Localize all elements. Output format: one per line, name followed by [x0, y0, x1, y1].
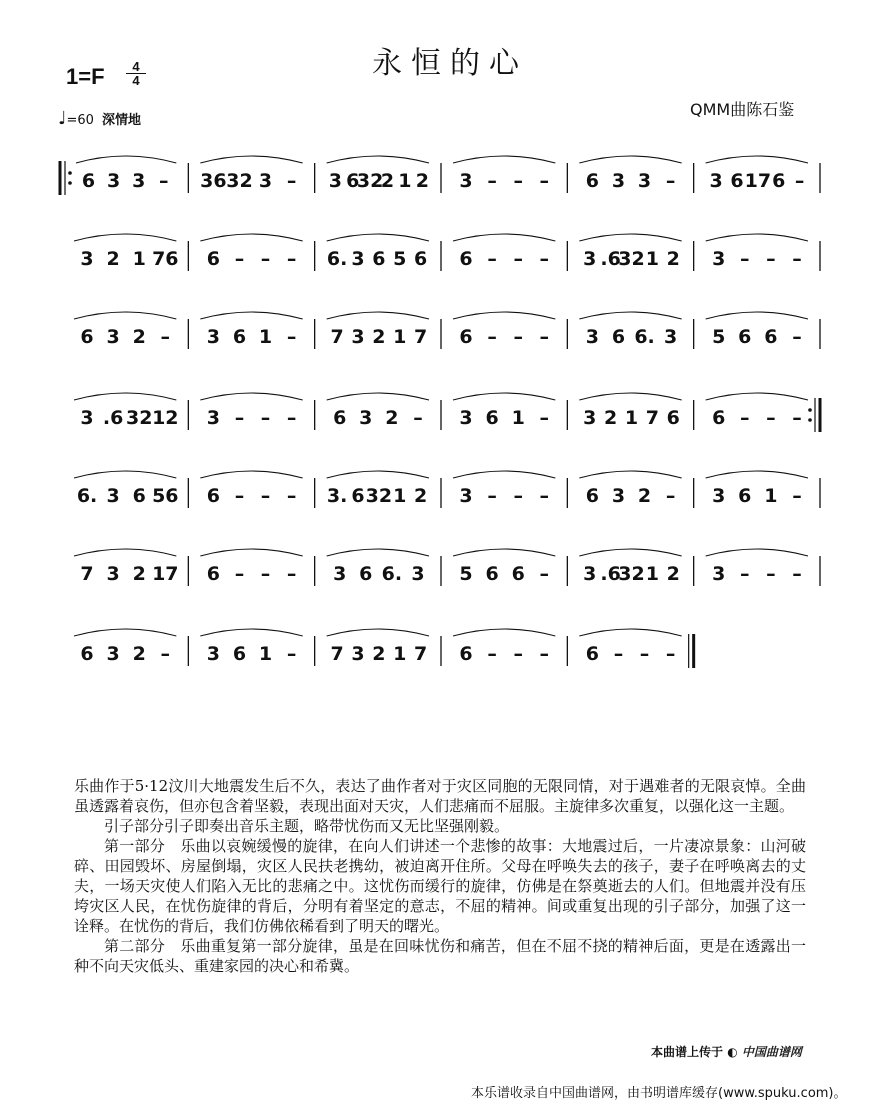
score-note: – — [286, 643, 297, 665]
score-note: – — [160, 643, 171, 665]
score-note: – — [766, 563, 776, 585]
score-note: 6 — [511, 563, 525, 585]
score-note: 6 — [372, 248, 386, 270]
slur-arc — [579, 629, 681, 636]
score-note: 6. — [381, 563, 403, 585]
score-note: – — [539, 248, 550, 270]
score-note: 3 — [709, 170, 723, 192]
score-note: – — [260, 563, 271, 585]
score-note: – — [539, 326, 550, 348]
score-note: 3 — [106, 643, 120, 665]
slur-arc — [706, 312, 808, 319]
composer-credit: QMM曲陈石鉴 — [690, 100, 795, 119]
score-note: 2 — [132, 326, 146, 348]
score-note: 3 — [106, 563, 120, 585]
score-note: 1 — [258, 326, 273, 348]
score-note: 1 — [511, 407, 525, 429]
score-note: 32 — [618, 248, 645, 270]
score-note: 3 — [611, 485, 626, 507]
time-signature-top: 4 — [132, 59, 140, 74]
score-note: – — [487, 170, 497, 192]
score-note: .6 — [102, 407, 124, 429]
score-note: 7 — [413, 643, 428, 665]
slur-arc — [74, 393, 176, 400]
score-note: 2 — [106, 248, 120, 270]
score-note: 3 — [712, 485, 726, 507]
score-note: 6 — [359, 563, 373, 585]
score-note: – — [286, 326, 297, 348]
score-note: – — [513, 170, 523, 192]
score-note: 6 — [206, 248, 220, 270]
score-note: 6 — [351, 485, 365, 507]
score-note: 7 — [330, 643, 344, 665]
score-note: – — [286, 170, 297, 192]
score-note: 1 — [645, 563, 659, 585]
expression-mark: 深情地 — [101, 113, 141, 128]
description-paragraph: 第二部分 乐曲重复第一部分旋律，虽是在回味忧伤和痛苦，但在不屈不挠的精神后面，更是在透露出一种不向天灾低头、重建家园的决心和希冀。 — [74, 937, 806, 975]
score-note: 7 — [413, 326, 428, 348]
score-note: 17 — [744, 170, 772, 192]
repeat-dot — [68, 181, 72, 185]
upload-site: 中国曲谱网 — [741, 1045, 802, 1059]
score-note: – — [766, 248, 776, 270]
score-note: 1 — [393, 326, 407, 348]
score-note: 32 — [226, 170, 253, 192]
score-note: – — [234, 407, 245, 429]
score-note: 6 — [730, 170, 744, 192]
slur-arc — [200, 234, 302, 241]
score-note: 2 — [385, 407, 399, 429]
score-note: 6 — [764, 326, 778, 348]
slur-arc — [706, 471, 808, 478]
slur-arc — [453, 156, 555, 163]
score-note: 3 — [585, 326, 599, 348]
score-note: 2 — [380, 170, 395, 192]
score-note: 3 — [258, 170, 273, 192]
score-note: – — [792, 485, 802, 507]
score-note: 76 — [152, 248, 179, 270]
score-note: 36 — [200, 170, 227, 192]
score-note: 3 — [637, 170, 652, 192]
score-note: – — [286, 485, 297, 507]
site-logo-icon: ◐ — [727, 1045, 738, 1059]
score-note: 3 — [459, 407, 473, 429]
slur-arc — [200, 156, 302, 163]
score-note: 6 — [611, 326, 626, 348]
slur-arc — [453, 471, 555, 478]
score-note: 1 — [393, 485, 407, 507]
slur-arc — [200, 629, 302, 636]
source-note: 本乐谱收录自中国曲谱网，由书明谱库缓存(www.spuku.com)。 — [471, 1086, 847, 1101]
quarter-note-icon: ♩ — [58, 108, 67, 129]
slur-arc — [453, 312, 555, 319]
score-note: – — [740, 407, 750, 429]
score-note: 1 — [398, 170, 412, 192]
slur-arc — [76, 156, 176, 163]
slur-arc — [453, 234, 555, 241]
score-note: 3 — [106, 485, 120, 507]
score-note: 6 — [459, 248, 473, 270]
score-note: 17 — [152, 563, 179, 585]
score-note: – — [286, 248, 297, 270]
score-note: 32 — [125, 407, 153, 429]
score-note: 3 — [80, 248, 94, 270]
score-note: 6 — [485, 407, 499, 429]
score-note: 32 — [356, 170, 384, 192]
score-note: 5 — [712, 326, 726, 348]
score-note: 3 — [351, 326, 365, 348]
score-note: 6 — [81, 170, 96, 192]
slur-arc — [200, 471, 302, 478]
slur-arc — [706, 234, 808, 241]
score-note: 6. — [326, 248, 348, 270]
key-signature: 1=F — [66, 64, 105, 89]
score-note: – — [539, 407, 550, 429]
slur-arc — [706, 156, 808, 163]
score-note: 1 — [645, 248, 659, 270]
score-note: 6 — [333, 407, 347, 429]
score-note: 3 — [351, 248, 365, 270]
score-note: 2 — [604, 407, 618, 429]
score-note: 6. — [76, 485, 98, 507]
score-note: .6 — [600, 248, 621, 270]
score-note: 3 — [611, 170, 626, 192]
slur-arc — [327, 234, 429, 241]
slur-arc — [579, 156, 681, 163]
slur-arc — [327, 393, 429, 400]
slur-arc — [579, 393, 681, 400]
score-note: – — [792, 248, 802, 270]
score-note: – — [487, 248, 497, 270]
tempo-value: =60 — [66, 113, 94, 128]
slur-arc — [74, 629, 176, 636]
slur-arc — [74, 312, 176, 319]
score-note: – — [513, 326, 523, 348]
score-note: 2 — [666, 563, 680, 585]
repeat-dot — [68, 171, 72, 175]
score-note: 6 — [232, 643, 247, 665]
score-note: – — [539, 563, 550, 585]
score-note: 3 — [664, 326, 678, 348]
score-note: – — [513, 643, 523, 665]
score-note: – — [513, 485, 523, 507]
slur-arc — [579, 549, 681, 556]
score-note: 1 — [258, 643, 273, 665]
score-note: – — [413, 407, 423, 429]
slur-arc — [453, 629, 555, 636]
slur-arc — [74, 549, 176, 556]
score-note: – — [260, 248, 271, 270]
song-title: 永恒的心 — [372, 46, 528, 81]
slur-arc — [327, 549, 429, 556]
upload-prefix: 本曲谱上传于 — [651, 1045, 724, 1059]
score-note: 6 — [585, 170, 599, 192]
score-note: 1 — [132, 248, 146, 270]
time-signature-bottom: 4 — [126, 73, 146, 87]
score-note: 1 — [624, 407, 639, 429]
description — [74, 776, 806, 976]
slur-arc — [579, 234, 681, 241]
score-note: – — [766, 407, 776, 429]
score-note: 5 — [459, 563, 473, 585]
score-note: 5 — [393, 248, 407, 270]
score-note: – — [792, 563, 802, 585]
slur-arc — [200, 393, 302, 400]
score-note: 56 — [152, 485, 179, 507]
score-note: 3. — [326, 485, 348, 507]
score-note: – — [260, 485, 271, 507]
repeat-dot — [808, 418, 812, 422]
score-note: 3 — [328, 170, 342, 192]
score-note: – — [260, 407, 271, 429]
score-note: 7 — [330, 326, 344, 348]
score-note: 2 — [637, 485, 652, 507]
score-note: 3 — [583, 563, 597, 585]
score-note: 3 — [333, 563, 347, 585]
score-note: – — [160, 326, 171, 348]
slur-arc — [579, 471, 681, 478]
slur-arc — [453, 549, 555, 556]
score-note: 6 — [132, 485, 146, 507]
score-note: .6 — [600, 563, 621, 585]
score-note: 2 — [132, 563, 146, 585]
score-note: 6 — [738, 485, 752, 507]
score-note: 1 — [764, 485, 778, 507]
score-note: 2 — [372, 326, 386, 348]
score-note: 3 — [583, 248, 597, 270]
score-note: – — [639, 643, 650, 665]
score-note: 3 — [712, 563, 726, 585]
slur-arc — [74, 234, 176, 241]
score-note: – — [487, 326, 497, 348]
slur-arc — [327, 471, 429, 478]
score-note: 6 — [232, 326, 247, 348]
score-note: 3 — [712, 248, 726, 270]
score-note: 3 — [206, 326, 220, 348]
score-note: – — [286, 407, 297, 429]
score-note: – — [665, 485, 676, 507]
score-note: 3 — [411, 563, 425, 585]
score-note: – — [740, 248, 750, 270]
score-note: 6 — [712, 407, 726, 429]
score-note: 6 — [772, 170, 786, 192]
score-note: 6 — [585, 485, 599, 507]
score-note: 3 — [459, 485, 473, 507]
score-note: 3 — [107, 170, 121, 192]
score-note: 3 — [206, 643, 220, 665]
score-note: – — [234, 485, 245, 507]
slur-arc — [579, 312, 681, 319]
score-note: 3 — [80, 407, 94, 429]
score-note: – — [794, 170, 805, 192]
score-note: 6 — [206, 485, 220, 507]
score-note: – — [665, 643, 676, 665]
score-note: 6 — [206, 563, 220, 585]
slur-arc — [200, 549, 302, 556]
score-note: 2 — [413, 485, 428, 507]
slur-arc — [706, 393, 808, 400]
slur-arc — [453, 393, 555, 400]
score-note: 6. — [634, 326, 655, 348]
score-note: – — [792, 326, 802, 348]
score-note: 2 — [415, 170, 429, 192]
score-note: 6 — [80, 326, 94, 348]
score-note: 6 — [485, 563, 499, 585]
score-note: – — [665, 170, 676, 192]
slur-arc — [327, 629, 429, 636]
score-note: 2 — [372, 643, 386, 665]
slur-arc — [74, 471, 176, 478]
score-note: 6 — [80, 643, 94, 665]
score-note: – — [159, 170, 169, 192]
score-note: – — [792, 407, 802, 429]
score-note: – — [539, 170, 550, 192]
description-paragraph: 第一部分 乐曲以哀婉缓慢的旋律，在向人们讲述一个悲惨的故事：大地震过后，一片凄凉景象：山河破碎、田园毁坏、房屋倒塌，灾区人民扶老携幼，被迫离开住所。父母在呼唤失去的孩子，妻子在呼唤离去的丈夫，一场天灾使人们陷入无比的悲痛之中。这忧伤而缓行的旋律，仿佛是在祭奠逝去的人们。但地震并没有压垮灾区人民，在忧伤旋律的背后，分明有着坚定的意志，不屈的精神。间或重复出现的引子部分，加强了这一诠释。在忧伤的背后，我们仿佛依稀看到了明天的曙光。 — [74, 837, 806, 935]
score-note: 3 — [359, 407, 373, 429]
score-note: 7 — [645, 407, 659, 429]
score-note: 6 — [413, 248, 428, 270]
score-note: – — [613, 643, 624, 665]
score-note: 7 — [80, 563, 94, 585]
score-note: – — [513, 248, 523, 270]
slur-arc — [327, 156, 429, 163]
repeat-dot — [808, 408, 812, 412]
score-note: 6 — [738, 326, 752, 348]
description-paragraph: 乐曲作于5·12汶川大地震发生后不久，表达了曲作者对于灾区同胞的无限同情，对于遇难者的无限哀悼。全曲虽透露着哀伤，但亦包含着坚毅，表现出面对天灾，人们悲痛而不屈服。主旋律多次重复，以强化这一主题。 — [74, 777, 806, 815]
score-note: 12 — [152, 407, 179, 429]
score-note: – — [487, 485, 497, 507]
score-note: 6 — [459, 326, 473, 348]
score-note: 3 — [106, 326, 120, 348]
slur-arc — [200, 312, 302, 319]
score-note: – — [286, 563, 297, 585]
score-note: 6 — [585, 643, 599, 665]
score-note: 32 — [618, 563, 645, 585]
score-note: – — [234, 563, 245, 585]
score-note: 6 — [346, 170, 360, 192]
score-note: 1 — [393, 643, 407, 665]
description-paragraph: 引子部分引子即奏出音乐主题，略带忧伤而又无比坚强刚毅。 — [104, 817, 510, 835]
score-note: – — [539, 485, 550, 507]
score-note: 2 — [132, 643, 146, 665]
score-note: 3 — [351, 643, 365, 665]
score-note: 6 — [666, 407, 680, 429]
score-note: – — [740, 563, 750, 585]
score-note: 6 — [459, 643, 473, 665]
slur-arc — [706, 549, 808, 556]
score-note: 3 — [459, 170, 473, 192]
score-note: – — [234, 248, 245, 270]
slur-arc — [327, 312, 429, 319]
score-note: 32 — [365, 485, 393, 507]
score-note: 3 — [583, 407, 597, 429]
upload-credit — [651, 1043, 802, 1060]
score-note: 2 — [666, 248, 680, 270]
score-note: – — [539, 643, 550, 665]
score-note: 3 — [132, 170, 146, 192]
score-note: 3 — [206, 407, 220, 429]
score-note: – — [487, 643, 497, 665]
